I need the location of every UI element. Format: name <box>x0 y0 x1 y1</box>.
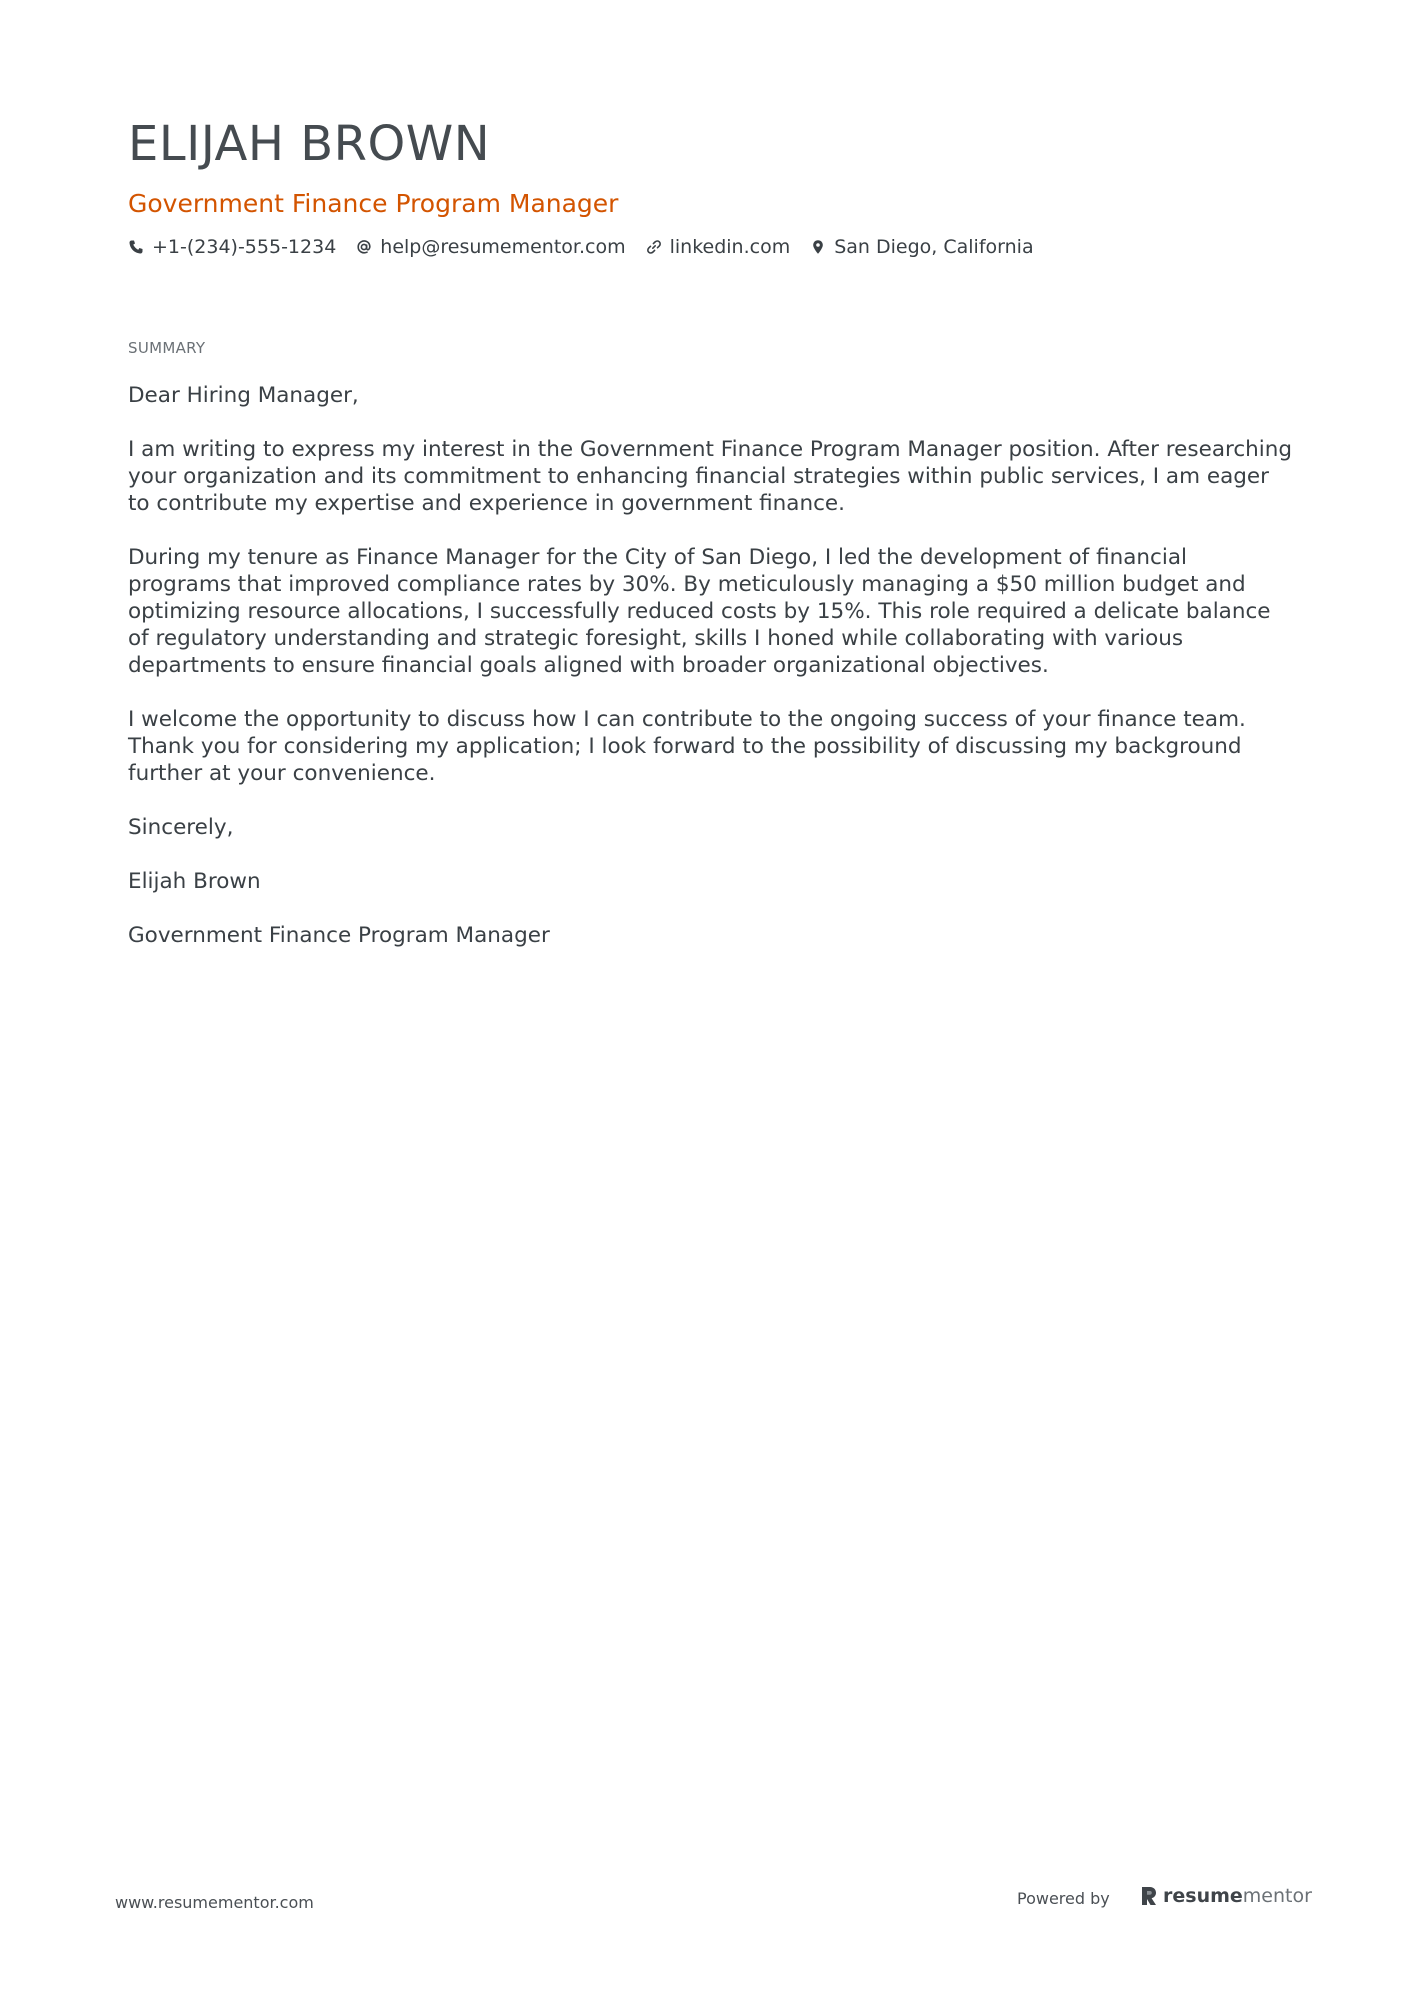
link-icon <box>646 239 662 255</box>
email-text[interactable]: help@resumementor.com <box>380 236 626 258</box>
letter-greeting: Dear Hiring Manager, <box>128 383 359 408</box>
resumementor-logo-icon <box>1141 1886 1157 1906</box>
brand-logo[interactable] <box>1141 1885 1312 1907</box>
letter-paragraph: During my tenure as Finance Manager for the City of San Diego, I led the development of financial programs that improved compliance rates by 30%. By meticulously managing a $50 million budget and optimizing resource allocations, I successfully reduced costs by 15%. This role required a delicate balance of regulatory understanding and strategic foresight, skills I honed while collaborating with various departments to ensure financial goals aligned with broader organizational objectives. <box>128 545 1271 678</box>
letter-paragraph: I welcome the opportunity to discuss how I can contribute to the ongoing success of your finance team. Thank you for considering my application; I look forward to the possibility of discussing my background further at your convenience. <box>128 707 1246 786</box>
phone-icon <box>128 239 144 255</box>
signature-name: Elijah Brown <box>128 869 261 894</box>
contact-row <box>128 234 1288 260</box>
letter-body <box>128 382 1293 976</box>
header <box>128 112 1288 260</box>
brand-name-light: mentor <box>1242 1885 1312 1907</box>
phone-text: +1-(234)-555-1234 <box>152 236 337 258</box>
website-text[interactable]: linkedin.com <box>669 236 791 258</box>
location-pin-icon <box>810 239 826 255</box>
location-text: San Diego, California <box>834 236 1034 258</box>
at-icon <box>356 239 372 255</box>
letter-closing: Sincerely, <box>128 815 234 840</box>
signature-title: Government Finance Program Manager <box>128 923 550 948</box>
contact-location <box>810 234 1033 260</box>
section-label-summary: SUMMARY <box>128 339 206 357</box>
contact-phone <box>128 234 336 260</box>
brand-name-bold: resume <box>1163 1885 1243 1907</box>
letter-paragraph: I am writing to express my interest in the Government Finance Program Manager position. After researching your organization and its commitment to enhancing financial strategies within public services, I am eager to contribute my expertise and experience in government finance. <box>128 437 1293 516</box>
contact-website[interactable] <box>646 234 791 260</box>
powered-by-label: Powered by <box>1017 1889 1110 1908</box>
job-title: Government Finance Program Manager <box>128 189 619 218</box>
candidate-name: ELIJAH BROWN <box>128 116 491 172</box>
contact-email[interactable] <box>356 234 625 260</box>
footer-url[interactable]: www.resumementor.com <box>115 1893 314 1912</box>
